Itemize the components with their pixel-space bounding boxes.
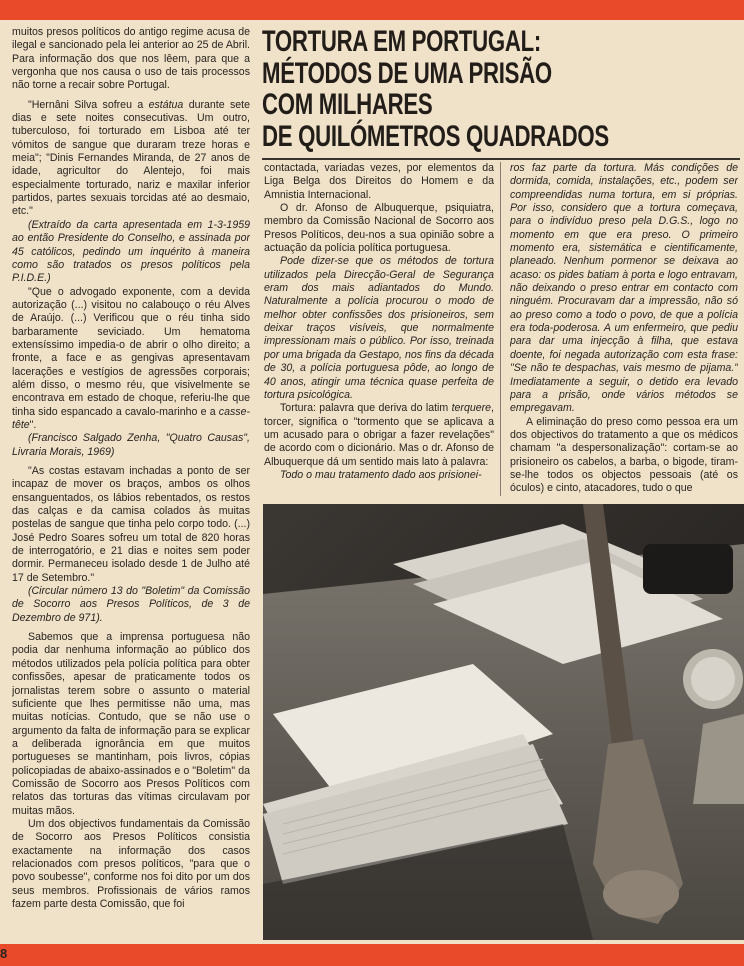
quote-text: "Hernâni Silva sofreu a bbox=[28, 98, 149, 111]
paragraph: O dr. Afonso de Albuquerque, psiquiatra, membro da Comissão Nacional de Socorro aos Presos Políticos, deu-nos a sua opinião sobre a actuação da polícia política portuguesa. bbox=[264, 202, 494, 255]
column-divider bbox=[500, 162, 501, 496]
text-italic: terquere bbox=[451, 402, 492, 415]
source-citation: (Extraído da carta apresentada em 1-3-1959 ao então Presidente do Conselho, e assinada por 45 católicos, pedindo um inquérito à maneira como são tratados os presos políticos pela P.I.D.E.) bbox=[12, 218, 250, 285]
photo-illustration bbox=[263, 504, 744, 940]
headline bbox=[262, 26, 616, 152]
paragraph-italic: Pode dizer-se que os métodos de tortura utilizados pela Direcção-Geral de Segurança eram dos mais adiantados do Mundo. Naturalmente a polícia procurou o modo de melhor obter confissões dos prisioneiros, sem deixar traços visíveis, que normalmente impressionam mais o público. Por isso, treinada por uma brigada da Gestapo, nos fins da década de 30, a polícia portuguesa pôde, ao longo de 40 anos, atingir uma técnica quase perfeita de tortura psicológica. bbox=[264, 255, 494, 401]
quote-text: "Que o advogado exponente, com a devida autorização (...) visitou no calabouço o réu Alves de Araújo. (...) Verificou que o réu tinha sido barbaramente seviciado. Um hematoma extensíssimo impedia-o de abrir o olho direito; a fronte, a face e as gengivas apresentavam lacerações e vestígios de agressões corporais; além disso, o mesmo réu, que visivelmente se encontrava em estado de choque, referiu-lhe que tinha sido espancado a cavalo-marinho e a bbox=[12, 285, 250, 418]
paragraph: Sabemos que a imprensa portuguesa não podia dar nenhuma informação ao público dos métodos utilizados pela polícia política para obter confissões, apesar de praticamente todos os jornalistas terem sobre o assunto o material suficiente que lhes permitisse não uma, mas muitas notícias. Contudo, que se não use o argumento da falta de informação para se explicar a deliberada ignorância em que muitos portugueses se mantinham, pois livros, cópias policopiadas de abaixo-assinados e o "Boletim" da Comissão de Socorro aos Presos Políticos com relatos das torturas das vítimas circulavam por muitas mãos. bbox=[12, 631, 250, 817]
paragraph bbox=[264, 402, 494, 469]
paragraph-italic: Todo o mau tratamento dado aos prisionei- bbox=[280, 468, 482, 481]
quote-italic: casse-tête bbox=[12, 405, 250, 431]
headline-line: MÉTODOS DE UMA PRISÃO bbox=[262, 56, 552, 90]
headline-rule bbox=[262, 158, 740, 160]
top-red-bar bbox=[0, 0, 744, 20]
text: , torcer, significa o "tormento que se aplicava a um acusado para o obrigar a fazer revelações" de acordo com o dicionário. Mas o dr. Afonso de Albuquerque dá um sentido mais lato à palavra: bbox=[264, 402, 494, 468]
paragraph: A eliminação do preso como pessoa era um dos objectivos do tratamento a que os médicos chamam "a despersonalização": cortam-se ao prisioneiro os cabelos, a barba, o bigode, tiram-se-lhe todos os objectos pessoais (até os óculos) e cinto, atacadores, tudo o que bbox=[510, 415, 738, 495]
source-citation: (Circular número 13 do "Boletim" da Comissão de Socorro aos Presos Políticos, de 3 de Dezembro de 971). bbox=[12, 585, 250, 624]
paragraph-italic: ros faz parte da tortura. Más condições de dormida, comida, instalações, etc., podem ser compreendidas numa tortura, em si próprias. Por isso, considero que a tortura começava, para o indivíduo preso pela D.G.S., logo no momento em que era preso. O primeiro momento era, sistemática e cientificamente, planeado. Nenhum pormenor se deixava ao acaso: os pides batiam à porta e logo entravam, não deixando o preso entrar em contacto com ninguém. Procuravam dar a impressão, não só ao preso como a todo o povo, de que a polícia era toda-poderosa. A um enfermeiro, que pediu para dar uma injecção à filha, que estava doente, foi negada autorização com esta frase: "Se não te despachas, vais mesmo de pijama." Imediatamente a seguir, o detido era levado para a prisão, onde vários métodos se empregavam. bbox=[510, 162, 738, 415]
page-number: 8 bbox=[0, 946, 8, 961]
headline-line: DE QUILÓMETROS QUADRADOS bbox=[262, 119, 609, 153]
paragraph: contactada, variadas vezes, por elementos da Liga Belga dos Direitos do Homem e da Amnistia Internacional. bbox=[264, 162, 494, 201]
quote-text: durante sete dias e sete noites consecutivas. Um outro, tuberculoso, foi torturado em Lisboa até ter vómitos de sangue que duraram treze horas e meia"; "Dinis Fernandes Miranda, de 27 anos de idade, agricultor do Alentejo, foi mais especialmente torturado, nariz e maxilar inferior partidos, partes sexuais torcidas até ao desmaio, etc." bbox=[12, 98, 250, 218]
quote-italic: estátua bbox=[148, 98, 184, 111]
photograph bbox=[263, 504, 744, 940]
quote: "As costas estavam inchadas a ponto de ser incapaz de mover os braços, ambos os olhos ensanguentados, os lábios rebentados, os restos das calças e da camisa colados às muitas postelas de sangue que tinha pelo corpo todo. (...) José Pedro Soares sofreu um total de 820 horas de interrogatório, e 21 dias e noites sem poder dormir. Permaneceu isolado desde 1 de Julho até 17 de Setembro." bbox=[12, 465, 250, 584]
quote-text: ". bbox=[29, 418, 37, 431]
bottom-red-bar bbox=[0, 944, 744, 966]
column-2 bbox=[264, 162, 494, 500]
quote bbox=[12, 286, 250, 433]
paragraph: muitos presos políticos do antigo regime acusa de ilegal e sancionado pela lei anterior ao 25 de Abril. Para informação dos que nos lêem, para que a vergonha que nos causa o uso de tais processos não torne a recair sobre Portugal. bbox=[12, 26, 250, 92]
column-1 bbox=[12, 26, 250, 942]
headline-line: COM MILHARES bbox=[262, 88, 433, 121]
source-citation: (Francisco Salgado Zenha, "Quatro Causas", Livraria Morais, 1969) bbox=[12, 432, 250, 458]
paragraph: Um dos objectivos fundamentais da Comissão de Socorro aos Presos Políticos consistia exactamente na informação dos casos relacionados com presos políticos, "para que o povo soubesse", conforme nos foi dito por um dos seus membros. Profissionais de vários ramos fazem parte desta Comissão, que foi bbox=[12, 817, 250, 910]
headline-line: TORTURA EM PORTUGAL: bbox=[262, 25, 541, 58]
column-3 bbox=[510, 162, 738, 500]
text: Tortura: palavra que deriva do latim bbox=[280, 402, 452, 415]
quote bbox=[12, 99, 250, 219]
